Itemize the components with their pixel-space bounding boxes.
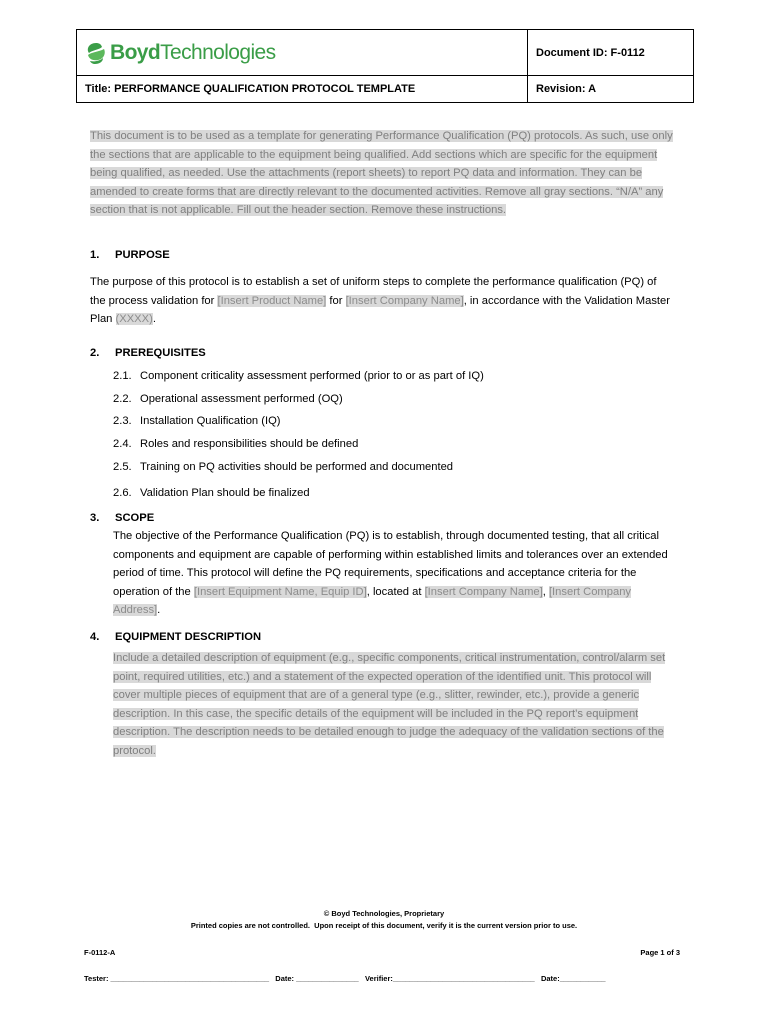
purpose-paragraph: The purpose of this protocol is to establish a set of uniform steps to complete the performance qualification (PQ) of the process validation for [Insert Product Name] for [Insert Company Name], in accordance with the Validation Master Plan (XXXX). bbox=[90, 276, 670, 326]
logo-cell bbox=[77, 30, 528, 76]
prerequisite-item: 2.3. Installation Qualification (IQ) bbox=[113, 415, 281, 427]
instructions-text: This document is to be used as a template for generating Performance Qualification (PQ) protocols. As such, use only the sections that are applicable to the equipment being qualified. Add sections which are specific for the equipment being qualified, as needed. Use the attachments (report sheets) to report PQ data and information. They can be amended to create forms that are directly relevant to the documented activities. Remove all gray sections. “N/A” any section that is not applicable. Fill out the header section. Remove these instructions. bbox=[90, 130, 673, 217]
company-logo bbox=[85, 41, 519, 65]
footer-page-number: Page 1 of 3 bbox=[640, 948, 680, 957]
section-scope-heading: 3. SCOPE bbox=[90, 512, 155, 524]
document-id: Document ID: F-0112 bbox=[528, 30, 694, 76]
equipment-description-instructions bbox=[113, 649, 681, 761]
placeholder-company-name[interactable]: [Insert Company Name] bbox=[345, 294, 464, 307]
section-purpose-heading: 1. PURPOSE bbox=[90, 249, 170, 261]
boyd-swirl-icon bbox=[85, 41, 107, 65]
placeholder-product-name[interactable]: [Insert Product Name] bbox=[217, 294, 327, 307]
equipment-instructions-text: Include a detailed description of equipment (e.g., specific components, critical instrumentation, control/alarm set point, required utilities, etc.) and a statement of the expected operation of the identified unit. This protocol will cover multiple pieces of equipment that are of a general type (e.g., slitter, rewinder, etc.), provide a generic description. In this case, the specific details of the equipment will be included in the PQ report’s equipment description. The description needs to be detailed enough to judge the adequacy of the validation sections of the protocol. bbox=[113, 652, 666, 757]
placeholder-equipment-name[interactable]: [Insert Equipment Name, Equip ID] bbox=[193, 585, 367, 598]
scope-paragraph: The objective of the Performance Qualification (PQ) is to establish, through documented testing, that all critical components and equipment are capable of performing within established limits and tolerances over an extended period of time. This protocol will define the PQ requirements, specifications and acceptance criteria for the operation of the [Insert Equipment Name, Equip ID], located at [Insert Company Name], [Insert Company Address]. bbox=[113, 530, 668, 617]
document-title: Title: PERFORMANCE QUALIFICATION PROTOCOL TEMPLATE bbox=[77, 76, 528, 103]
placeholder-vmp-number[interactable]: (XXXX) bbox=[115, 313, 153, 326]
footer-copyright: © Boyd Technologies, Proprietary bbox=[323, 909, 445, 918]
document-header bbox=[76, 29, 694, 103]
placeholder-company-address[interactable]: [Insert Company Address] bbox=[113, 585, 632, 617]
footer-signature-line: Tester: ______________________________________ Date: _______________ Verifier:__________________________________ Date:___________ bbox=[84, 974, 606, 983]
footer-doc-code: F-0112-A bbox=[84, 948, 116, 957]
revision: Revision: A bbox=[528, 76, 694, 103]
template-instructions bbox=[90, 127, 680, 220]
prerequisite-item: 2.2. Operational assessment performed (OQ) bbox=[113, 393, 343, 405]
footer-notice: Printed copies are not controlled. Upon receipt of this document, verify it is the current version prior to use. bbox=[190, 921, 578, 930]
section-prerequisites-heading: 2. PREREQUISITES bbox=[90, 347, 206, 359]
logo-wordmark: BoydTechnologies bbox=[110, 40, 276, 64]
placeholder-company-name[interactable]: [Insert Company Name] bbox=[424, 585, 543, 598]
prerequisite-item: 2.6. Validation Plan should be finalized bbox=[113, 487, 310, 499]
prerequisite-item: 2.1. Component criticality assessment performed (prior to or as part of IQ) bbox=[113, 370, 484, 382]
section-equipment-heading: 4. EQUIPMENT DESCRIPTION bbox=[90, 631, 262, 643]
prerequisite-item: 2.4. Roles and responsibilities should be defined bbox=[113, 438, 359, 450]
prerequisite-item: 2.5. Training on PQ activities should be performed and documented bbox=[113, 461, 454, 473]
